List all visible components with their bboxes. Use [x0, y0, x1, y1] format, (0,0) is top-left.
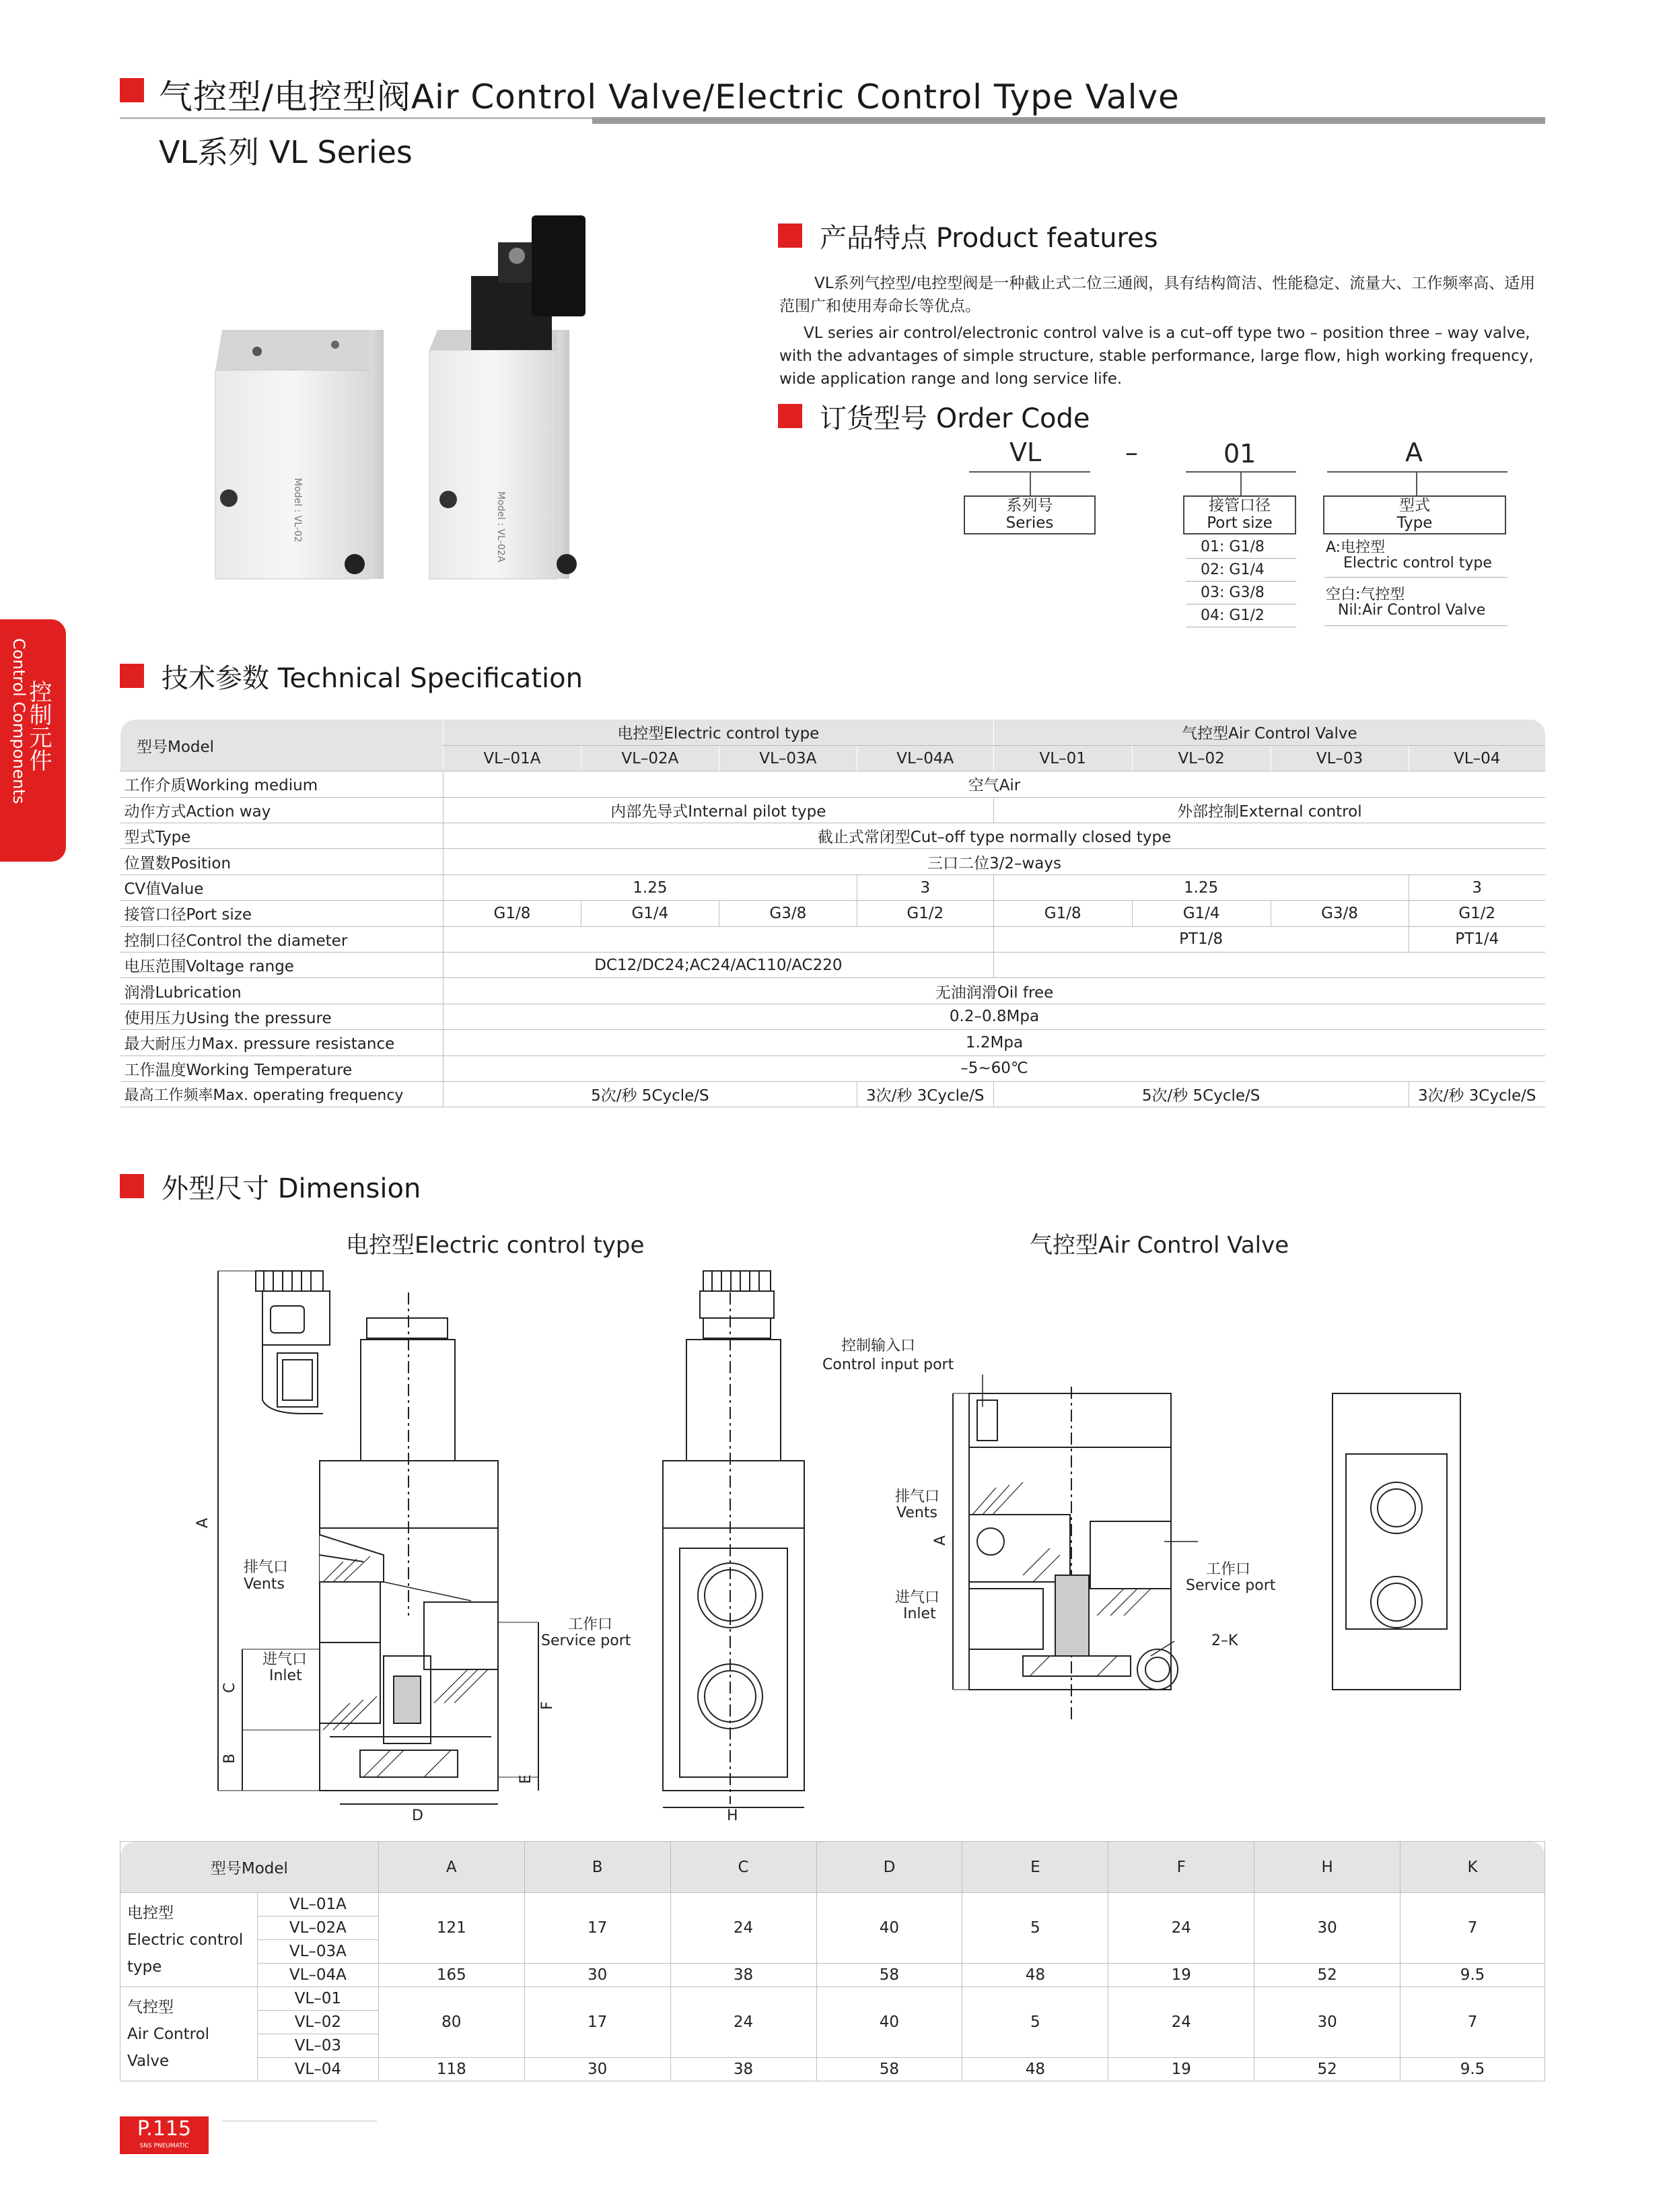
spec-model-col: VL–01	[993, 745, 1132, 771]
dimension-heading: 外型尺寸 Dimension	[162, 1173, 421, 1204]
port-option-04: 04: G1/2	[1186, 604, 1296, 627]
spec-value: G1/2	[857, 901, 993, 926]
service-label-en: Service port	[541, 1632, 631, 1649]
spec-model-col: VL–03	[1271, 745, 1409, 771]
dim-model: VL–01	[257, 1987, 378, 2011]
dimension-table	[120, 1841, 1545, 2081]
spec-value: PT1/8	[993, 926, 1409, 952]
spec-value: 1.2Mpa	[443, 1030, 1545, 1056]
side-tab-cn: 控制元件	[25, 680, 52, 771]
spec-row-control	[120, 926, 1546, 952]
spec-label: 电压范围Voltage range	[120, 953, 443, 978]
dim-model: VL–02	[257, 2011, 378, 2034]
dim-value: 40	[816, 1893, 962, 1964]
page-number: P.115	[137, 2117, 192, 2141]
dim-value: 80	[378, 1987, 524, 2058]
dim-label-h: H	[727, 1807, 738, 1824]
spec-value: G1/8	[993, 901, 1132, 926]
type-option-nil-en: Nil:Air Control Valve	[1324, 602, 1507, 626]
dim-value: 30	[1254, 1987, 1400, 2058]
product-photo	[215, 209, 633, 586]
page-title: 气控型/电控型阀Air Control Valve/Electric Control Type Valve	[159, 77, 1180, 116]
spec-label: 工作介质Working medium	[120, 771, 443, 797]
order-marker	[778, 404, 802, 428]
dim-col-header: A	[378, 1842, 524, 1893]
spec-label: 接管口径Port size	[120, 901, 443, 926]
features-marker	[778, 223, 802, 248]
air-dim-label-a: A	[932, 1535, 949, 1546]
spec-row-pressure	[120, 1004, 1546, 1029]
spec-value: PT1/4	[1409, 926, 1545, 952]
dim-col-header: K	[1400, 1842, 1545, 1893]
service-label-cn: 工作口	[568, 1616, 613, 1633]
series-box-cn: 系列号	[1006, 497, 1053, 514]
dim-group-electric-en: Electric control	[127, 1931, 244, 1949]
dim-value: 7	[1400, 1893, 1545, 1964]
spec-marker	[120, 664, 144, 688]
dim-value: 48	[962, 1964, 1108, 1987]
dim-label-b: B	[221, 1753, 238, 1764]
spec-value: 截止式常闭型Cut–off type normally closed type	[443, 823, 1545, 849]
dim-value: 17	[524, 1987, 670, 2058]
spec-label: 控制口径Control the diameter	[120, 926, 443, 952]
port-box-en: Port size	[1207, 514, 1273, 532]
spec-value: G1/8	[443, 901, 581, 926]
spec-value: 3次/秒 3Cycle/S	[1409, 1081, 1545, 1107]
control-port-label-en: Control input port	[822, 1356, 954, 1373]
spec-row-medium	[120, 771, 1546, 797]
dim-col-header: E	[962, 1842, 1108, 1893]
air-inlet-label-en: Inlet	[903, 1605, 936, 1622]
dim-value: 24	[1108, 1987, 1254, 2058]
air-vents-label-cn: 排气口	[895, 1488, 940, 1505]
dim-value: 24	[670, 1987, 816, 2058]
spec-row-freq	[120, 1081, 1546, 1107]
dim-value: 30	[1254, 1893, 1400, 1964]
dim-value: 121	[378, 1893, 524, 1964]
inlet-label-cn: 进气口	[262, 1651, 308, 1668]
dim-value: 19	[1108, 1964, 1254, 1987]
spec-model-col: VL–02A	[581, 745, 719, 771]
spec-value: 无油润滑Oil free	[443, 978, 1545, 1004]
title-rule-thick	[592, 117, 1545, 124]
dim-value: 58	[816, 1964, 962, 1987]
air-k-label: 2–K	[1211, 1632, 1238, 1649]
dim-col-header: H	[1254, 1842, 1400, 1893]
dim-label-c: C	[221, 1682, 238, 1693]
spec-model-col: VL–01A	[443, 745, 581, 771]
type-box	[1323, 495, 1506, 534]
dimension-marker	[120, 1174, 144, 1198]
dim-value: 40	[816, 1987, 962, 2058]
port-box	[1183, 495, 1296, 534]
dim-model: VL–04A	[257, 1964, 378, 1987]
spec-value: 3次/秒 3Cycle/S	[857, 1081, 993, 1107]
spec-model-header: 型号Model	[120, 720, 443, 771]
dim-model: VL–02A	[257, 1916, 378, 1940]
spec-label: 使用压力Using the pressure	[120, 1004, 443, 1029]
code-part-type: A	[1405, 438, 1423, 467]
spec-table	[120, 720, 1545, 1107]
electric-dimension-drawing	[194, 1266, 821, 1824]
spec-row-temp	[120, 1056, 1546, 1081]
spec-value-empty	[443, 926, 993, 952]
dim-value: 38	[670, 2058, 816, 2081]
dim-label-d: D	[412, 1807, 423, 1824]
spec-model-col: VL–02	[1132, 745, 1271, 771]
dim-col-header: B	[524, 1842, 670, 1893]
dim-value: 24	[1108, 1893, 1254, 1964]
air-service-label-en: Service port	[1186, 1577, 1276, 1594]
air-drawing-title: 气控型Air Control Valve	[1030, 1232, 1289, 1259]
spec-model-col: VL–04A	[857, 745, 993, 771]
dim-value: 165	[378, 1964, 524, 1987]
dim-value: 58	[816, 2058, 962, 2081]
features-en: VL series air control/electronic control valve is a cut–off type two – position three – way valve, with the advantages of simple structure, stable performance, large flow, high working frequency, wide application range and long service life.	[779, 324, 1534, 388]
dim-value: 118	[378, 2058, 524, 2081]
features-heading: 产品特点 Product features	[820, 223, 1158, 254]
dim-value: 9.5	[1400, 1964, 1545, 1987]
spec-value: 0.2–0.8Mpa	[443, 1004, 1545, 1029]
dim-model-header: 型号Model	[120, 1842, 379, 1893]
dim-value: 38	[670, 1964, 816, 1987]
port-box-cn: 接管口径	[1209, 497, 1271, 514]
code-part-series: VL	[1009, 438, 1042, 467]
spec-label: 最高工作频率Max. operating frequency	[120, 1081, 443, 1107]
dim-value: 5	[962, 1893, 1108, 1964]
spec-heading: 技术参数 Technical Specification	[162, 663, 583, 694]
series-box	[964, 495, 1096, 534]
spec-row-voltage	[120, 953, 1546, 978]
spec-value-empty	[993, 953, 1545, 978]
spec-value: 3	[1409, 874, 1545, 900]
spec-group-electric: 电控型Electric control type	[443, 720, 993, 745]
spec-label: CV值Value	[120, 874, 443, 900]
page-number-badge	[120, 2116, 209, 2154]
spec-value: G1/4	[1132, 901, 1271, 926]
dim-col-header: C	[670, 1842, 816, 1893]
type-option-a-en: Electric control type	[1324, 555, 1507, 578]
side-tab	[0, 619, 66, 862]
spec-model-col: VL–03A	[719, 745, 857, 771]
port-option-02: 02: G1/4	[1186, 559, 1296, 582]
svg-text:Model : VL-02: Model : VL-02	[292, 478, 303, 543]
dim-value: 24	[670, 1893, 816, 1964]
dim-value: 9.5	[1400, 2058, 1545, 2081]
dim-group-air	[120, 1987, 258, 2081]
code-connector-series	[1030, 471, 1031, 495]
spec-value: G1/4	[581, 901, 719, 926]
spec-row-lube	[120, 978, 1546, 1004]
features-cn: VL系列气控型/电控型阀是一种截止式二位三通阀，具有结构简洁、性能稳定、流量大、工作频率高、适用范围广和使用寿命长等优点。	[779, 275, 1536, 315]
air-dimension-drawing	[821, 1319, 1481, 1737]
svg-text:Model : VL-02A: Model : VL-02A	[495, 491, 506, 563]
dim-label-a: A	[194, 1517, 211, 1528]
spec-label: 润滑Lubrication	[120, 978, 443, 1004]
dim-value: 7	[1400, 1987, 1545, 2058]
dim-col-header: D	[816, 1842, 962, 1893]
code-part-port: 01	[1223, 439, 1256, 469]
code-part-dash: –	[1125, 438, 1138, 467]
air-inlet-label-cn: 进气口	[895, 1589, 940, 1606]
dim-label-e: E	[518, 1774, 534, 1784]
dim-value: 48	[962, 2058, 1108, 2081]
port-option-03: 03: G3/8	[1186, 582, 1296, 604]
dim-value: 30	[524, 2058, 670, 2081]
spec-value: 三口二位3/2–ways	[443, 849, 1545, 874]
dim-group-air-en2: Valve	[127, 2052, 170, 2070]
electric-drawing-title: 电控型Electric control type	[346, 1232, 645, 1259]
dim-model: VL–03A	[257, 1940, 378, 1964]
spec-value: 内部先导式Internal pilot type	[443, 797, 993, 823]
spec-label: 动作方式Action way	[120, 797, 443, 823]
type-box-cn: 型式	[1399, 497, 1430, 514]
dim-model: VL–04	[257, 2058, 378, 2081]
vents-label-en: Vents	[244, 1576, 285, 1593]
dim-value: 30	[524, 1964, 670, 1987]
footer-rule	[222, 2120, 377, 2122]
spec-value: 5次/秒 5Cycle/S	[993, 1081, 1409, 1107]
spec-value: 1.25	[443, 874, 857, 900]
spec-label: 型式Type	[120, 823, 443, 849]
order-heading: 订货型号 Order Code	[820, 403, 1090, 434]
spec-value: 空气Air	[443, 771, 1545, 797]
type-box-en: Type	[1396, 514, 1433, 532]
footer-brand: SNS PNEUMATIC	[139, 2143, 189, 2149]
code-underline-type	[1327, 471, 1507, 473]
spec-value: –5~60℃	[443, 1056, 1545, 1081]
spec-model-col: VL–04	[1409, 745, 1545, 771]
type-option-nil-cn: 空白:气控型	[1326, 586, 1405, 603]
spec-value: 5次/秒 5Cycle/S	[443, 1081, 857, 1107]
code-connector-type	[1416, 471, 1417, 495]
spec-row-cv	[120, 874, 1546, 900]
spec-value: G3/8	[719, 901, 857, 926]
spec-label: 位置数Position	[120, 849, 443, 874]
dim-group-air-en: Air Control	[127, 2025, 210, 2043]
series-box-en: Series	[1005, 514, 1054, 532]
dim-model: VL–03	[257, 2034, 378, 2058]
spec-row-maxp	[120, 1030, 1546, 1056]
spec-label: 最大耐压力Max. pressure resistance	[120, 1030, 443, 1056]
dim-value: 52	[1254, 2058, 1400, 2081]
dim-value: 5	[962, 1987, 1108, 2058]
spec-value: G1/2	[1409, 901, 1545, 926]
spec-row-action	[120, 797, 1546, 823]
spec-group-air: 气控型Air Control Valve	[993, 720, 1545, 745]
code-connector-port	[1240, 471, 1242, 495]
dim-label-f: F	[539, 1701, 556, 1710]
dim-value: 19	[1108, 2058, 1254, 2081]
dim-group-electric-cn: 电控型	[127, 1904, 174, 1922]
dim-group-electric-en2: type	[127, 1958, 162, 1976]
spec-row-position	[120, 849, 1546, 874]
dim-group-air-cn: 气控型	[127, 1998, 174, 2016]
title-marker	[120, 78, 144, 102]
spec-value: 3	[857, 874, 993, 900]
dim-value: 52	[1254, 1964, 1400, 1987]
inlet-label-en: Inlet	[269, 1667, 302, 1684]
spec-row-type	[120, 823, 1546, 849]
spec-value: DC12/DC24;AC24/AC110/AC220	[443, 953, 993, 978]
spec-value: G3/8	[1271, 901, 1409, 926]
spec-label: 工作温度Working Temperature	[120, 1056, 443, 1081]
type-option-a-cn: A:电控型	[1326, 539, 1386, 556]
side-tab-en: Control Components	[9, 638, 28, 804]
dim-group-electric	[120, 1893, 258, 1987]
control-port-label-cn: 控制输入口	[841, 1338, 916, 1354]
vents-label-cn: 排气口	[244, 1559, 289, 1576]
spec-value: 外部控制External control	[993, 797, 1545, 823]
spec-row-port	[120, 901, 1546, 926]
dim-col-header: F	[1108, 1842, 1254, 1893]
series-title: VL系列 VL Series	[159, 134, 413, 170]
dim-model: VL–01A	[257, 1893, 378, 1916]
spec-value: 1.25	[993, 874, 1409, 900]
dim-value: 17	[524, 1893, 670, 1964]
port-option-01: 01: G1/8	[1186, 536, 1296, 559]
air-service-label-cn: 工作口	[1206, 1561, 1251, 1578]
air-vents-label-en: Vents	[896, 1505, 937, 1521]
